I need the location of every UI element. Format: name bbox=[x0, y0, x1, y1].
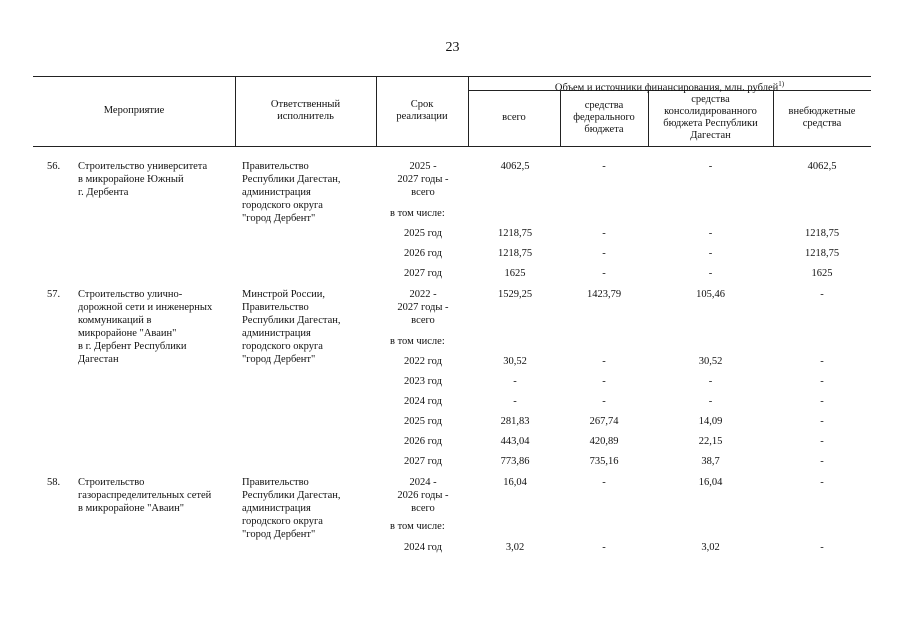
row-responsible: Минстрой России, Правительство Республики Дагестан, администрация городского округа "город Дербент" bbox=[242, 289, 341, 365]
table-header-bottom-rule bbox=[33, 146, 871, 147]
term-cell: 2022 - 2027 годы - всего bbox=[397, 289, 449, 326]
extra-cell: - bbox=[820, 542, 824, 553]
header-funding-title: Объем и источники финансирования, млн. рублей bbox=[554, 82, 779, 94]
header-funding bbox=[468, 78, 871, 95]
header-extra: внебюджетные средства bbox=[788, 106, 856, 129]
total-cell: 281,83 bbox=[500, 416, 530, 427]
federal-cell: - bbox=[602, 396, 606, 407]
extra-cell: - bbox=[820, 396, 824, 407]
row-event: Строительство улично- дорожной сети и инженерных коммуникаций в микрорайоне "Аваин" в г. Дербент Республики Дагестан bbox=[78, 289, 213, 365]
extra-cell: - bbox=[820, 416, 824, 427]
federal-cell: - bbox=[602, 356, 606, 367]
term-cell: в том числе: bbox=[390, 336, 445, 347]
extra-cell: - bbox=[820, 376, 824, 387]
total-cell: 1529,25 bbox=[497, 289, 533, 300]
consolidated-cell: 30,52 bbox=[698, 356, 723, 367]
consolidated-cell: 14,09 bbox=[698, 416, 723, 427]
extra-cell: 1218,75 bbox=[804, 248, 840, 259]
term-cell: 2023 год bbox=[404, 376, 442, 387]
consolidated-cell: 16,04 bbox=[698, 477, 723, 488]
total-cell: 1625 bbox=[504, 268, 526, 279]
extra-cell: - bbox=[820, 289, 824, 300]
extra-cell: 1218,75 bbox=[804, 228, 840, 239]
term-cell: 2026 год bbox=[404, 436, 442, 447]
extra-cell: - bbox=[820, 456, 824, 467]
page-number: 23 bbox=[445, 40, 460, 55]
term-cell: 2024 год bbox=[404, 542, 442, 553]
header-total: всего bbox=[502, 112, 526, 123]
row-number: 57. bbox=[47, 289, 61, 300]
row-responsible: Правительство Республики Дагестан, администрация городского округа "город Дербент" bbox=[242, 161, 341, 224]
row-event: Строительство университета в микрорайоне Южный г. Дербента bbox=[78, 161, 208, 198]
federal-cell: 735,16 bbox=[589, 456, 619, 467]
term-cell: 2025 год bbox=[404, 416, 442, 427]
total-cell: 30,52 bbox=[503, 356, 527, 367]
header-federal: средства федерального бюджета bbox=[573, 100, 635, 135]
term-cell: 2027 год bbox=[404, 456, 442, 467]
total-cell: 1218,75 bbox=[497, 248, 533, 259]
federal-cell: - bbox=[602, 228, 606, 239]
term-cell: в том числе: bbox=[390, 521, 445, 532]
federal-cell: - bbox=[602, 268, 606, 279]
term-cell: 2027 год bbox=[404, 268, 442, 279]
term-cell: 2022 год bbox=[404, 356, 442, 367]
consolidated-cell: - bbox=[708, 268, 713, 279]
header-term: Срок реализации bbox=[396, 99, 448, 122]
consolidated-cell: - bbox=[708, 396, 713, 407]
extra-cell: 1625 bbox=[811, 268, 833, 279]
consolidated-cell: - bbox=[708, 228, 713, 239]
federal-cell: 267,74 bbox=[589, 416, 619, 427]
term-cell: 2026 год bbox=[404, 248, 442, 259]
term-cell: 2024 - 2026 годы - всего bbox=[397, 477, 449, 514]
total-cell: 1218,75 bbox=[497, 228, 533, 239]
total-cell: 3,02 bbox=[505, 542, 525, 553]
federal-cell: - bbox=[602, 376, 606, 387]
term-cell: 2025 год bbox=[404, 228, 442, 239]
total-cell: 773,86 bbox=[500, 456, 530, 467]
consolidated-cell: 3,02 bbox=[701, 542, 720, 553]
extra-cell: - bbox=[820, 436, 824, 447]
footnote-marker: 1) bbox=[778, 80, 785, 88]
total-cell: 443,04 bbox=[500, 436, 530, 447]
consolidated-cell: - bbox=[708, 161, 713, 172]
federal-cell: - bbox=[602, 477, 606, 488]
extra-cell: 4062,5 bbox=[807, 161, 837, 172]
extra-cell: - bbox=[820, 477, 824, 488]
federal-cell: 420,89 bbox=[589, 436, 619, 447]
federal-cell: - bbox=[602, 248, 606, 259]
header-consolidated: средства консолидированного бюджета Республики Дагестан bbox=[663, 94, 758, 141]
federal-cell: 1423,79 bbox=[586, 289, 622, 300]
consolidated-cell: 22,15 bbox=[698, 436, 723, 447]
federal-cell: - bbox=[602, 161, 606, 172]
row-event: Строительство газораспределительных сетей в микрорайоне "Аваин" bbox=[78, 477, 212, 514]
total-cell: 16,04 bbox=[503, 477, 527, 488]
term-cell: 2025 - 2027 годы - всего bbox=[397, 161, 449, 198]
header-responsible: Ответственный исполнитель bbox=[270, 99, 341, 122]
header-event: Мероприятие bbox=[103, 105, 165, 116]
row-number: 56. bbox=[47, 161, 61, 172]
term-cell: в том числе: bbox=[390, 208, 445, 219]
table-top-rule bbox=[33, 76, 871, 77]
row-number: 58. bbox=[47, 477, 61, 488]
total-cell: - bbox=[513, 376, 517, 387]
consolidated-cell: - bbox=[708, 248, 713, 259]
term-cell: 2024 год bbox=[404, 396, 442, 407]
consolidated-cell: 38,7 bbox=[701, 456, 720, 467]
consolidated-cell: - bbox=[708, 376, 713, 387]
total-cell: - bbox=[513, 396, 517, 407]
consolidated-cell: 105,46 bbox=[696, 289, 725, 300]
federal-cell: - bbox=[602, 542, 606, 553]
row-responsible: Правительство Республики Дагестан, администрация городского округа "город Дербент" bbox=[242, 477, 341, 540]
extra-cell: - bbox=[820, 356, 824, 367]
total-cell: 4062,5 bbox=[500, 161, 530, 172]
